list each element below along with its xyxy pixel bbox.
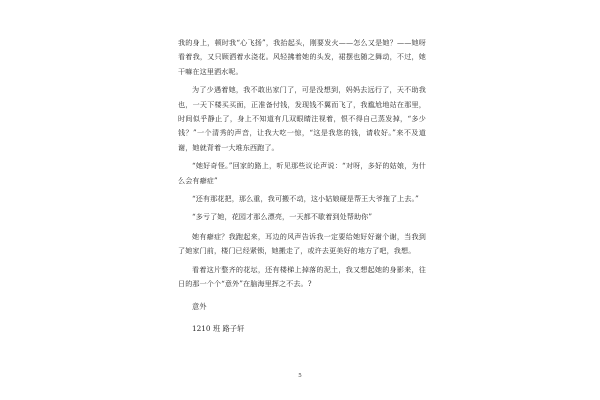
author-line: 1210 班 路子轩 xyxy=(192,323,245,333)
paragraph-4: “还有那花把，那么重，我可搬不动，这小姑娘硬是帮王大爷拖了上去。” xyxy=(192,194,419,204)
paragraph-3: “她好奇怪。”回家的路上，听见那些议论声说：“对呀，多好的姑娘，为什么会有癖症” xyxy=(178,161,426,185)
paragraph-6: 她有癖症？我跑起来，耳边的风声告诉我一定要给她好好谢个谢，当我到了她家门前，楼门已经紧锁，她搬走了，或许去更美好的地方了吧，我想。 xyxy=(178,231,426,256)
paragraph-7: 看着这片整齐的花坛，还有楼梯上掉落的泥土，我又想起她的身影来，往日的那一个个“意外”在脑海里挥之不去。? xyxy=(178,264,426,289)
essay-body xyxy=(178,36,426,336)
paragraph-2: 为了少遇着她，我不敢出家门了，可是没想到，妈妈去远行了，天不助我也，一天下楼买买面，正准备付钱，发现钱不翼而飞了，我尴尬地站在那里，时间似乎静止了，身上不知道有几双眼睛注视着，恨不得自己蒸发掉，“多少钱？”一个清秀的声音，让我大吃一惊，“这是我您的钱，请收好。”来不及道谢，她就背着一大堆东西跑了。 xyxy=(178,85,426,152)
paragraph-5: “多亏了她，花园才那么漂亮，一天都不歇着到处帮助你” xyxy=(192,212,373,222)
paragraph-1: 我的身上，顿时我“心飞扬”，我抬起头，刚要发火——怎么又是她？——她呀看着我，又只顾洒着水浇花。风轻拂着她的头发，裙摆也随之舞动，不过，她干嘛在这里洒水呢。 xyxy=(178,38,426,76)
page-number: 5 xyxy=(298,373,302,379)
essay-title: 意外 xyxy=(192,301,207,311)
